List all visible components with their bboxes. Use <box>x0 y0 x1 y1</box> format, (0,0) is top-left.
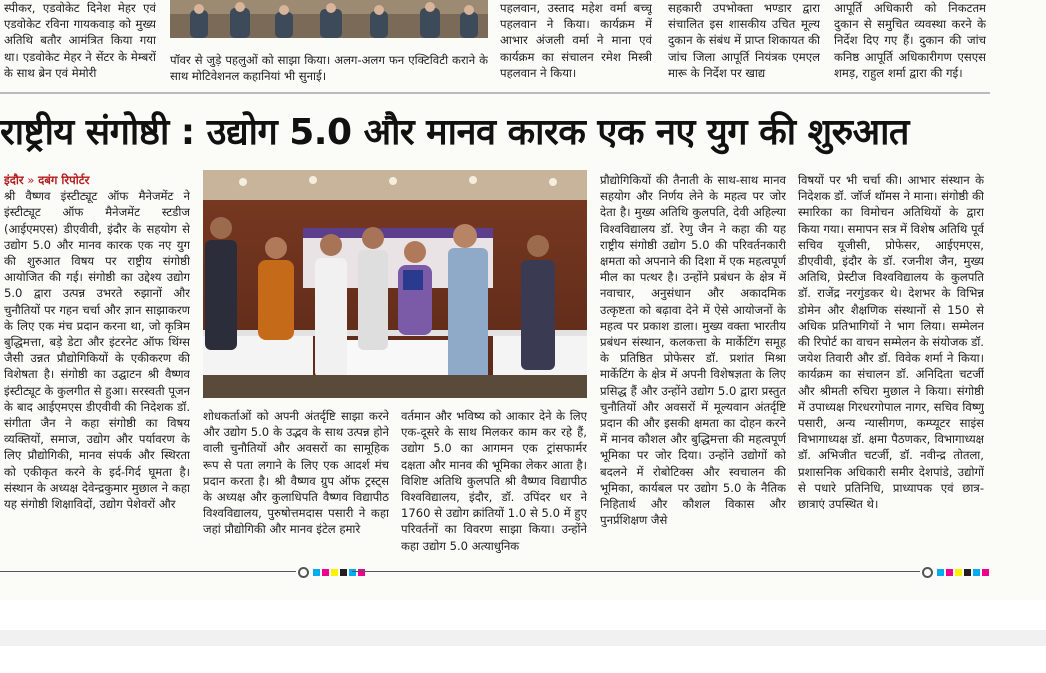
article-col-4: प्रौद्योगिकियों की तैनाती के साथ-साथ मानव सहयोग और निर्णय लेने के महत्व पर जोर देता है। मुख्य अतिथि कुलपति, देवी अहिल्या विश्वविद्यालय डॉ. रेणु जैन ने कहा की यह राष्ट्रीय संगोष्ठी उद्योग 5.0 की परिवर्तनकारी क्षमता को अपनाने की दिशा में एक महत्वपूर्ण मील का पत्थर है। उन्होंने प्रबंधन के क्षेत्र में नवाचार, अनुसंधान और अकादमिक उत्कृष्टता को बढ़ावा देने में ऐसे आयोजनों के महत्व पर प्रकाश डाला। मुख्य वक्ता भारतीय प्रबंधन संस्थान, कलकत्ता के मार्केटिंग समूह के प्रतिष्ठित प्रोफेसर डॉ. प्रशांत मिश्रा मार्केटिंग के क्षेत्र में अपनी विशेषज्ञता के लिए प्रसिद्ध हैं और उन्होंने उद्योग 5.0 द्वारा प्रस्तुत चुनौतियों और अवसरों में मूल्यवान अंतर्दृष्टि प्रदान की और इसकी क्षमता का दोहन करने में मानव कौशल और बुद्धिमत्ता की महत्वपूर्ण भूमिका पर जोर दिया। उन्होंने उद्योगों को बदलने में रोबोटिक्स और स्वचालन की भूमिका, कार्यबल पर उद्योग 5.0 के नैतिक निहितार्थ और कौशल विकास और पुनर्प्रशिक्षण जैसे <box>600 173 786 528</box>
registration-ring <box>922 567 933 578</box>
viewer-strip <box>0 630 1046 646</box>
headline: राष्ट्रीय संगोष्ठी : उद्योग 5.0 और मानव कारक एक नए युग की शुरुआत <box>0 112 909 153</box>
top-col-4: सहकारी उपभोक्ता भण्डार द्वारा संचालित इस शासकीय उचित मूल्य दुकान के संबंध में प्राप्त शिकायत की जांच जिला आपूर्ति नियंत्रक एमएल मारू के निर्देश पर खाद्य <box>668 1 820 80</box>
registration-marks-left <box>298 565 367 579</box>
top-photo <box>170 0 488 38</box>
bottom-trim-line <box>0 571 296 572</box>
article-col-3: वर्तमान और भविष्य को आकार देने के लिए एक-दूसरे के साथ मिलकर काम कर रहे हैं, उद्योग 5.0 का आगमन एक ट्रांसफार्मर दक्षता और मानव की भूमिका लेकर आता है। विशिष्ट अतिथि कुलपति श्री वैष्णव विद्यापीठ विश्वविद्यालय, इंदौर, डॉ. उपिंदर धर ने 1760 से उद्योग क्रांतियों 1.0 से 5.0 में हुए परिवर्तनों का विवरण साझा किया। उन्होंने कहा उद्योग 5.0 अत्याधुनिक <box>401 409 587 553</box>
main-photo <box>203 170 587 398</box>
registration-ring <box>298 567 309 578</box>
top-col-3: पहलवान, उस्ताद महेश वर्मा बच्चू पहलवान ने किया। कार्यक्रम में आभार अंजली वर्मा ने माना एवं कार्यक्रम का संचालन रमेश मिस्त्री पहलवान ने किया। <box>500 1 652 80</box>
dateline-separator: » <box>27 173 35 187</box>
article-col-1-text: श्री वैष्णव इंस्टीट्यूट ऑफ मैनेजमेंट ने इंस्टीट्यूट ऑफ मैनेजमेंट स्टडीज (आईएमएस) डीएवीवी, इंदौर के सहयोग से उद्योग 5.0 और मानव कारक एक नए युग की शुरुआत विषय पर राष्ट्रीय संगोष्ठी आयोजित की गई। संगोष्ठी का उद्देश्य उद्योग 5.0 द्वारा उत्पन्न उभरते रुझानों और चुनौतियों पर गहन चर्चा और ज्ञान साझाकरण के लिए एक मंच प्रदान करना था, जो कृत्रिम बुद्धिमत्ता, बड़े डेटा और इंटरनेट ऑफ थिंग्स जैसी उन्नत प्रौद्योगिकियों के एकीकरण की विशेषता है। संगोष्ठी का उद्घाटन श्री वैष्णव इंस्टीट्यूट के कुलगीत से हुआ। सरस्वती पूजन के बाद आईएमएस डीएवीवी की निदेशक डॉ. संगीता जैन ने कहा संगोष्ठी का विषय व्यक्तियों, समाज, उद्योग और पर्यावरण के लिए प्रौद्योगिकी, मानव संपर्क और स्थिरता को एकीकृत करने के इर्द-गिर्द घूमता है। संस्थान के अध्यक्ष देवेन्द्रकुमार मुछाल ने कहा यह संगोष्ठी शिक्षाविदों, उद्योग पेशेवरों और <box>4 189 190 512</box>
top-divider <box>0 92 990 94</box>
article-col-2: शोधकर्ताओं को अपनी अंतर्दृष्टि साझा करने और उद्योग 5.0 के उद्भव के साथ उत्पन्न होने वाली चुनौतियों और अवसरों का सामूहिक रूप से पता लगाने के लिए एक आदर्श मंच प्रदान करता है। श्री वैष्णव ग्रुप ऑफ ट्रस्ट्स के अध्यक्ष और कुलाधिपति वैष्णव विद्यापीठ विश्वविद्यालय, पुरुषोत्तमदास पसारी ने कहा जहां प्रौद्योगिकी और मानव इंटेल हमारे <box>203 409 389 537</box>
bottom-trim-line-2 <box>352 571 920 572</box>
article-col-5: विषयों पर भी चर्चा की। आभार संस्थान के निदेशक डॉ. जॉर्ज थॉमस ने माना। संगोष्ठी की स्मारिका का विमोचन अतिथियों के द्वारा किया गया। समापन सत्र में विशेष अतिथि पूर्व सचिव यूजीसी, प्रोफेसर, आईएमएस, डीएवीवी, इंदौर के डॉ. रजनीश जैन, मुख्य अतिथि, प्रेस्टीज विश्वविद्यालय के कुलपति डॉ. राजेंद्र नरगुंडकर थे। देशभर के विभिन्न डोमेन और शैक्षणिक संस्थानों से 150 से अधिक प्रतिभागियों ने भाग लिया। सम्मेलन की रिपोर्ट का वाचन सम्मेलन के संयोजक डॉ. जयेश तिवारी और डॉ. विवेक शर्मा ने किया। कार्यक्रम का संचालन डॉ. अनिदिता चटर्जी और श्रीमती रुचिरा मुछाल ने किया। संगोष्ठी में उपाध्यक्ष गिरधरगोपाल नागर, सचिव विष्णु पसारी, अन्य न्यासीगण, कम्प्यूटर साइंस विभागाध्यक्ष डॉ. क्षमा पैठणकर, विभागाध्यक्ष डॉ. अभिजीत चटर्जी, डॉ. नवीन्द्र तोतला, प्रशासनिक अधिकारी समीर देशपांडे, उद्योगों से पधारे प्रतिनिधि, प्राध्यापक एवं छात्र-छात्राएं उपस्थित थे। <box>798 173 984 512</box>
registration-marks-right <box>922 565 991 579</box>
top-col-1: स्पीकर, एडवोकेट दिनेश मेहर एवं एडवोकेट रविना गायकवाड़ को मुख्य अतिथि बतौर आमंत्रित किया गया था। एडवोकेट मेहर ने सेंटर के मेम्बरों के साथ ब्रेन एवं मेमोरी <box>4 1 156 80</box>
article-col-1 <box>4 172 190 564</box>
dateline-city: इंदौर <box>4 173 24 187</box>
top-col-5: आपूर्ति अधिकारी को निकटतम दुकान से समुचित व्यवस्था करने के निर्देश दिए गए हैं। दुकान की जांच कनिष्ठ आपूर्ति अधिकारीगण एसएस शमड़, राहुल शर्मा द्वारा की गई। <box>834 1 986 80</box>
top-col-2: पॉवर से जुड़े पहलुओं को साझा किया। अलग-अलग फन एक्टिविटी कराने के साथ मोटिवेशनल कहानियां भी सुनाई। <box>170 53 488 84</box>
dateline-byline: दबंग रिपोर्टर <box>38 173 90 187</box>
